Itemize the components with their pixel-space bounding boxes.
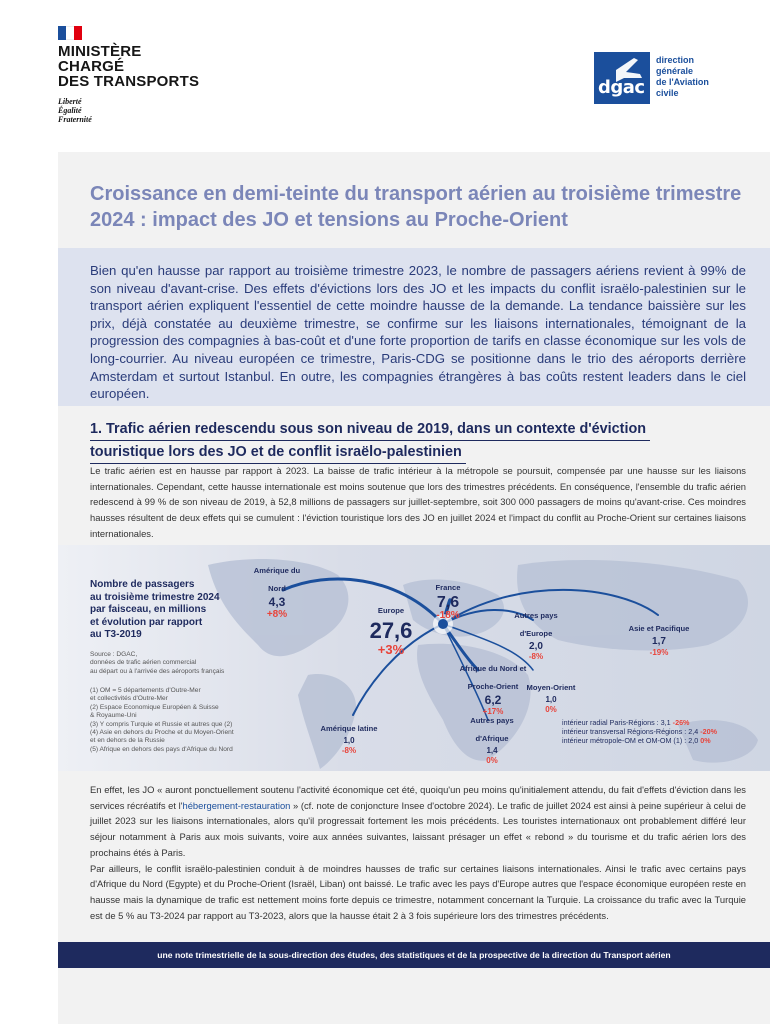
region-change: -8%: [528, 652, 544, 661]
region-value: 1,4: [486, 746, 498, 755]
section-title: [90, 418, 682, 464]
body-paragraph-1: Le trafic aérien est en hausse par rapport à 2023. La baisse de trafic intérieur à la métropole se poursuit, compensée par une hausse sur les liaisons internationales. Cependant, cette hausse internationale est moins soutenue que lors des trimestres précédents. En conséquence, l'ensemble du trafic aérien redescend à 99 % de son niveau de 2019, à 52,8 millions de passagers sur juillet-septembre, soit 300 000 passagers de moins qu'avant-crise. Ces moindres hausses résultent de deux effets qui se cumulent : l'éviction touristique lors des JO en juillet 2024 et l'impact du conflit au Proche-Orient sur certaines liaisons internationales.: [90, 465, 746, 539]
region-france: [428, 577, 468, 621]
region-other-africa: [460, 710, 524, 766]
region-latin-america: [318, 718, 380, 756]
region-change: 0%: [545, 705, 557, 714]
article-title: Croissance en demi-teinte du transport aérien au troisième trimestre 2024 : impact des JO et tensions au Proche-Orient: [90, 183, 742, 231]
region-name: Asie et Pacifique: [628, 624, 690, 633]
region-value: 7,6: [436, 594, 460, 611]
region-europe: [358, 600, 424, 657]
region-value: 6,2: [484, 693, 502, 707]
region-other-europe: [500, 605, 572, 662]
region-change: +17%: [482, 707, 504, 716]
region-name: Autres pays d'Europe: [514, 611, 558, 638]
region-name: Amérique du Nord: [253, 566, 301, 593]
region-name: Afrique du Nord et Proche-Orient: [459, 664, 527, 691]
domestic-traffic-legend: [562, 718, 717, 746]
region-change: -18%: [436, 610, 460, 621]
domestic-row: intérieur métropole-OM et OM-OM (1) : 2,0 0%: [562, 736, 711, 746]
region-value: 1,0: [545, 695, 557, 704]
region-middle-east: [516, 677, 586, 715]
region-value: 4,3: [268, 595, 286, 609]
region-name: Moyen-Orient: [526, 683, 576, 692]
footer-text: une note trimestrielle de la sous-direction des études, des statistiques et de la prospective de la direction du Transport aérien: [157, 950, 671, 960]
hebergement-link[interactable]: hébergement-restauration: [182, 799, 291, 811]
region-value: 1,0: [343, 736, 355, 745]
region-asia: [624, 618, 694, 658]
dgac-logo: [594, 52, 650, 104]
region-value: 27,6: [369, 618, 413, 643]
domestic-row: intérieur radial Paris-Régions : 3,1 -26%: [562, 718, 690, 727]
intro-paragraph: Bien qu'en hausse par rapport au troisième trimestre 2023, le nombre de passagers aériens revient à 99% de son niveau d'avant-crise. Des effets d'évictions lors des JO et les impacts du conflit israëlo-palestinien sur le transport aérien expliquent l'essentiel de cette moindre hausse de la demande. La tendance baissière sur les prix, déjà constatée au deuxième trimestre, se confirme sur les liaisons internationales, témoignant de la progression des compagnies à bas-coût et d'une forte proportion de tarifs en classe économique sur les vols de long-courrier. Au niveau européen ce trimestre, Paris-CDG se positionne dans le trio des aéroports derrière Amsterdam et surtout Istanbul. En outre, les compagnies étrangères à bas coûts restent leaders dans le ciel européen.: [90, 263, 746, 402]
region-value: 2,0: [529, 641, 543, 652]
body-paragraph-3: Par ailleurs, le conflit israëlo-palestinien conduit à de moindres hausses de trafic sur certaines liaisons internationales. Ainsi le trafic avec certains pays d'Afrique du Nord (Egypte) et du Proche-Orient (Israël, Liban) ont baissé. Le trafic avec les pays d'Europe autres que l'espace économique européen reste en hausse mais la dynamique de trafic est nettement moins forte depuis ce trimestre, notamment concernant la Turquie. La croissance du trafic avec la Turquie est de 5 % au T3-2024 par rapport au T3-2023, alors que la hausse était 2 à 3 fois supérieure lors des trimestres précédents.: [90, 862, 746, 921]
region-change: +8%: [266, 609, 288, 620]
section-title-line: 1. Trafic aérien redescendu sous son niveau de 2019, dans un contexte d'éviction: [90, 418, 650, 441]
region-change: -8%: [341, 746, 357, 755]
ministry-name: MINISTÈRE CHARGÉ DES TRANSPORTS: [58, 43, 200, 90]
body-paragraph-2: En effet, les JO « auront ponctuellement soutenu l'activité économique cet été, quoiqu'un peu moins qu'initialement attendu, du fait d'effets d'éviction dans les services récréatifs et l'hébergement-restauration » (cf. note de conjoncture Insee d'octobre 2024). Le trafic de juillet 2024 est ainsi à peine supérieur à celui de juillet 2023 sur les liaisons internationales, alors qu'il progressait fortement les mois précédents. Les touristes internationaux ont probablement différé leur séjour notamment à Paris aux mois suivants, voire aux années suivantes, laissant présager un effet « rebond » du tourisme et du trafic aérien lors des prochains étés à Paris. Par ailleurs, le conflit israëlo-palestinien conduit à de moindres hausses de trafic sur certaines liaisons internationales. Ainsi le trafic avec certains pays d'Afrique du Nord (Egypte) et du Proche-Orient (Israël, Liban) ont baissé. Le trafic avec les pays d'Europe autres que l'espace économique européen reste en hausse mais la dynamique de trafic est nettement moins forte depuis ce trimestre, notamment concernant la Turquie. La croissance du trafic avec la Turquie est de 5 % au T3-2024 par rapport au T3-2023, alors que la hausse était 2 à 3 fois supérieure lors des trimestres précédents.: [90, 782, 746, 923]
domestic-row: intérieur transversal Régions-Régions : 2,4 -20%: [562, 727, 718, 737]
region-value: 1,7: [652, 636, 666, 647]
region-change: 0%: [486, 756, 498, 765]
region-name: France: [435, 583, 461, 592]
region-name: Autres pays d'Afrique: [470, 716, 514, 743]
republic-motto: Liberté Égalité Fraternité: [58, 97, 92, 124]
section-title-line: touristique lors des JO et de conflit israëlo-palestinien: [90, 441, 466, 464]
map-notes: (1) OM = 5 départements d'Outre-Mer et collectivités d'Outre-Mer (2) Espace Economique Européen & Suisse & Royaume-Uni (3) Y compris Turquie et Russie et autres que (2) (4) Asie en dehors du Proche et du Moyen-Orient et en dehors de la Russie (5) Afrique en dehors des pays d'Afrique du Nord: [90, 687, 234, 753]
region-name: Europe: [377, 606, 405, 615]
map-source: Source : DGAC, données de trafic aérien commercial au départ ou à l'arrivée des aéroports français: [90, 651, 225, 675]
republic-flag-icon: [58, 26, 82, 40]
region-change: -19%: [649, 648, 669, 657]
region-name: Amérique latine: [320, 724, 378, 733]
region-change: +3%: [377, 642, 405, 657]
region-north-america: [250, 560, 304, 620]
dgac-word: dgac: [598, 77, 645, 98]
map-title: Nombre de passagers au troisième trimestre 2024 par faisceau, en millions et évolution par rapport au T3-2019: [90, 579, 220, 641]
dgac-full-name: direction générale de l'Aviation civile: [656, 55, 709, 98]
